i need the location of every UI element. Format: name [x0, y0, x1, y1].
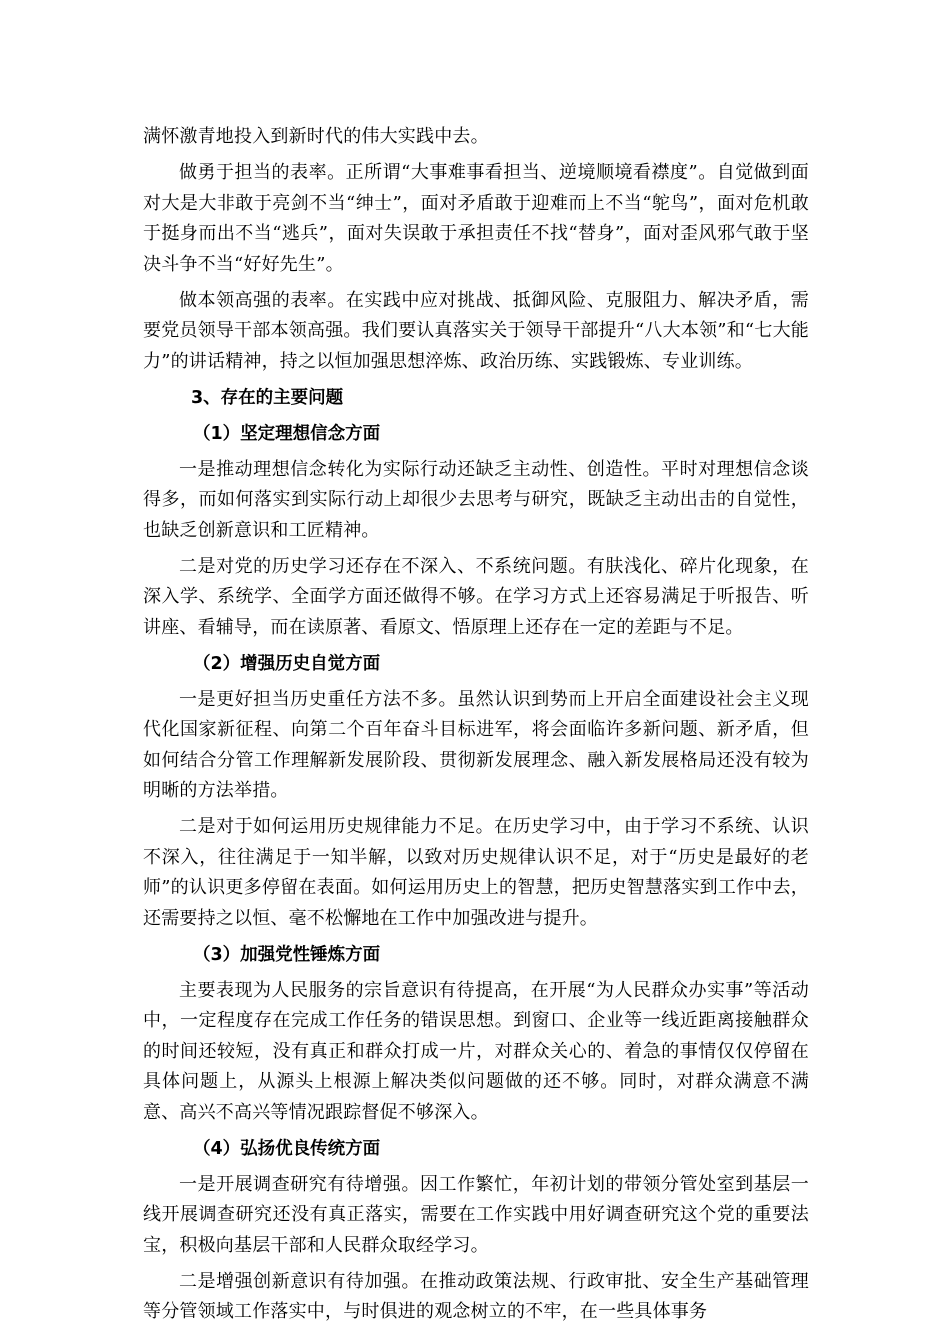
subsection-heading-traditions: （4）弘扬优良传统方面 — [193, 1138, 381, 1159]
paragraph-traditions-1: 一是开展调查研究有待增强。因工作繁忙，年初计划的带领分管处室到基层一线开展调查研究还没有真正落实，需要在工作实践中用好调查研究这个党的重要法宝，积极向基层干部和人民群众取经学习。 — [143, 1173, 809, 1256]
document-page — [143, 122, 809, 1333]
paragraph-ideals-2: 二是对党的历史学习还存在不深入、不系统问题。有肤浅化、碎片化现象，在深入学、系统学、全面学方面还做得不够。在学习方式上还容易满足于听报告、听讲座、看辅导，而在读原著、看原文、悟原理上还存在一定的差距与不足。 — [143, 555, 809, 638]
subsection-heading-party-spirit: （3）加强党性锤炼方面 — [193, 944, 381, 965]
section-heading-main-problems: 3、存在的主要问题 — [191, 387, 344, 408]
paragraph-history-2: 二是对于如何运用历史规律能力不足。在历史学习中，由于学习不系统、认识不深入，往往满足于一知半解，以致对历史规律认识不足，对于“历史是最好的老师”的认识更多停留在表面。如何运用历史上的智慧，把历史智慧落实到工作中去，还需要持之以恒、毫不松懈地在工作中加强改进与提升。 — [143, 816, 809, 929]
paragraph-ideals-1: 一是推动理想信念转化为实际行动还缺乏主动性、创造性。平时对理想信念谈得多，而如何落实到实际行动上却很少去思考与研究，既缺乏主动出击的自觉性，也缺乏创新意识和工匠精神。 — [143, 458, 809, 541]
paragraph-continuation: 满怀激青地投入到新时代的伟大实践中去。 — [143, 126, 489, 147]
paragraph-exemplar-capability: 做本领高强的表率。在实践中应对挑战、抵御风险、克服阻力、解决矛盾，需要党员领导干部本领高强。我们要认真落实关于领导干部提升“八大本领”和“七大能力”的讲话精神，持之以恒加强思想淬炼、政治历练、实践锻炼、专业训练。 — [143, 289, 809, 372]
subsection-heading-history: （2）增强历史自觉方面 — [193, 653, 381, 674]
paragraph-party-spirit: 主要表现为人民服务的宗旨意识有待提高，在开展“为人民群众办实事”等活动中，一定程度存在完成工作任务的错误思想。到窗口、企业等一线近距离接触群众的时间还较短，没有真正和群众打成一片，对群众关心的、着急的事情仅仅停留在具体问题上，从源头上根源上解决类似问题做的还不够。同时，对群众满意不满意、高兴不高兴等情况跟踪督促不够深入。 — [143, 979, 809, 1123]
paragraph-traditions-2: 二是增强创新意识有待加强。在推动政策法规、行政审批、安全生产基础管理等分管领域工作落实中，与时俱进的观念树立的不牢，在一些具体事务 — [143, 1270, 809, 1322]
subsection-heading-ideals: （1）坚定理想信念方面 — [193, 423, 381, 444]
paragraph-history-1: 一是更好担当历史重任方法不多。虽然认识到势而上开启全面建设社会主义现代化国家新征程、向第二个百年奋斗目标进军，将会面临许多新问题、新矛盾，但如何结合分管工作理解新发展阶段、贯彻新发展理念、融入新发展格局还没有较为明晰的方法举措。 — [143, 688, 809, 801]
paragraph-exemplar-responsibility: 做勇于担当的表率。正所谓“大事难事看担当、逆境顺境看襟度”。自觉做到面对大是大非敢于亮剑不当“绅士”，面对矛盾敢于迎难而上不当“鸵鸟”，面对危机敢于挺身而出不当“逃兵”，面对失误敢于承担责任不找“替身”，面对歪风邪气敢于坚决斗争不当“好好先生”。 — [143, 162, 809, 275]
